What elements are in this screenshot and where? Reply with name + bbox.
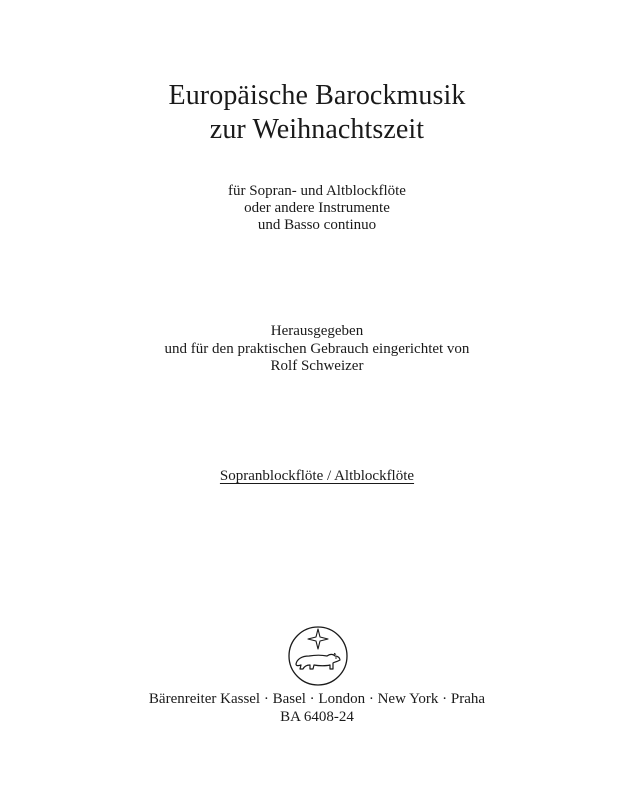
publisher-imprint: Bärenreiter Kassel · Basel · London · New York · Praha	[148, 691, 486, 707]
editor-line-1: Herausgegeben	[270, 323, 364, 339]
title-line-1: Europäische Barockmusik	[168, 80, 466, 111]
part-designation	[0, 467, 634, 485]
catalog-number: BA 6408-24	[280, 709, 354, 725]
editor-line-2: und für den praktischen Gebrauch eingerichtet von	[164, 341, 470, 357]
part-label: Sopranblockflöte / Altblockflöte	[219, 468, 415, 484]
title-line-2: zur Weihnachtszeit	[209, 114, 425, 145]
instrumentation-line-1: für Sopran- und Altblockflöte	[228, 183, 406, 199]
instrumentation-line-2: oder andere Instrumente	[244, 200, 390, 216]
instrumentation-line-3: und Basso continuo	[257, 217, 377, 233]
editor-name: Rolf Schweizer	[270, 358, 364, 374]
baerenreiter-bear-star-logo-icon	[282, 623, 354, 687]
